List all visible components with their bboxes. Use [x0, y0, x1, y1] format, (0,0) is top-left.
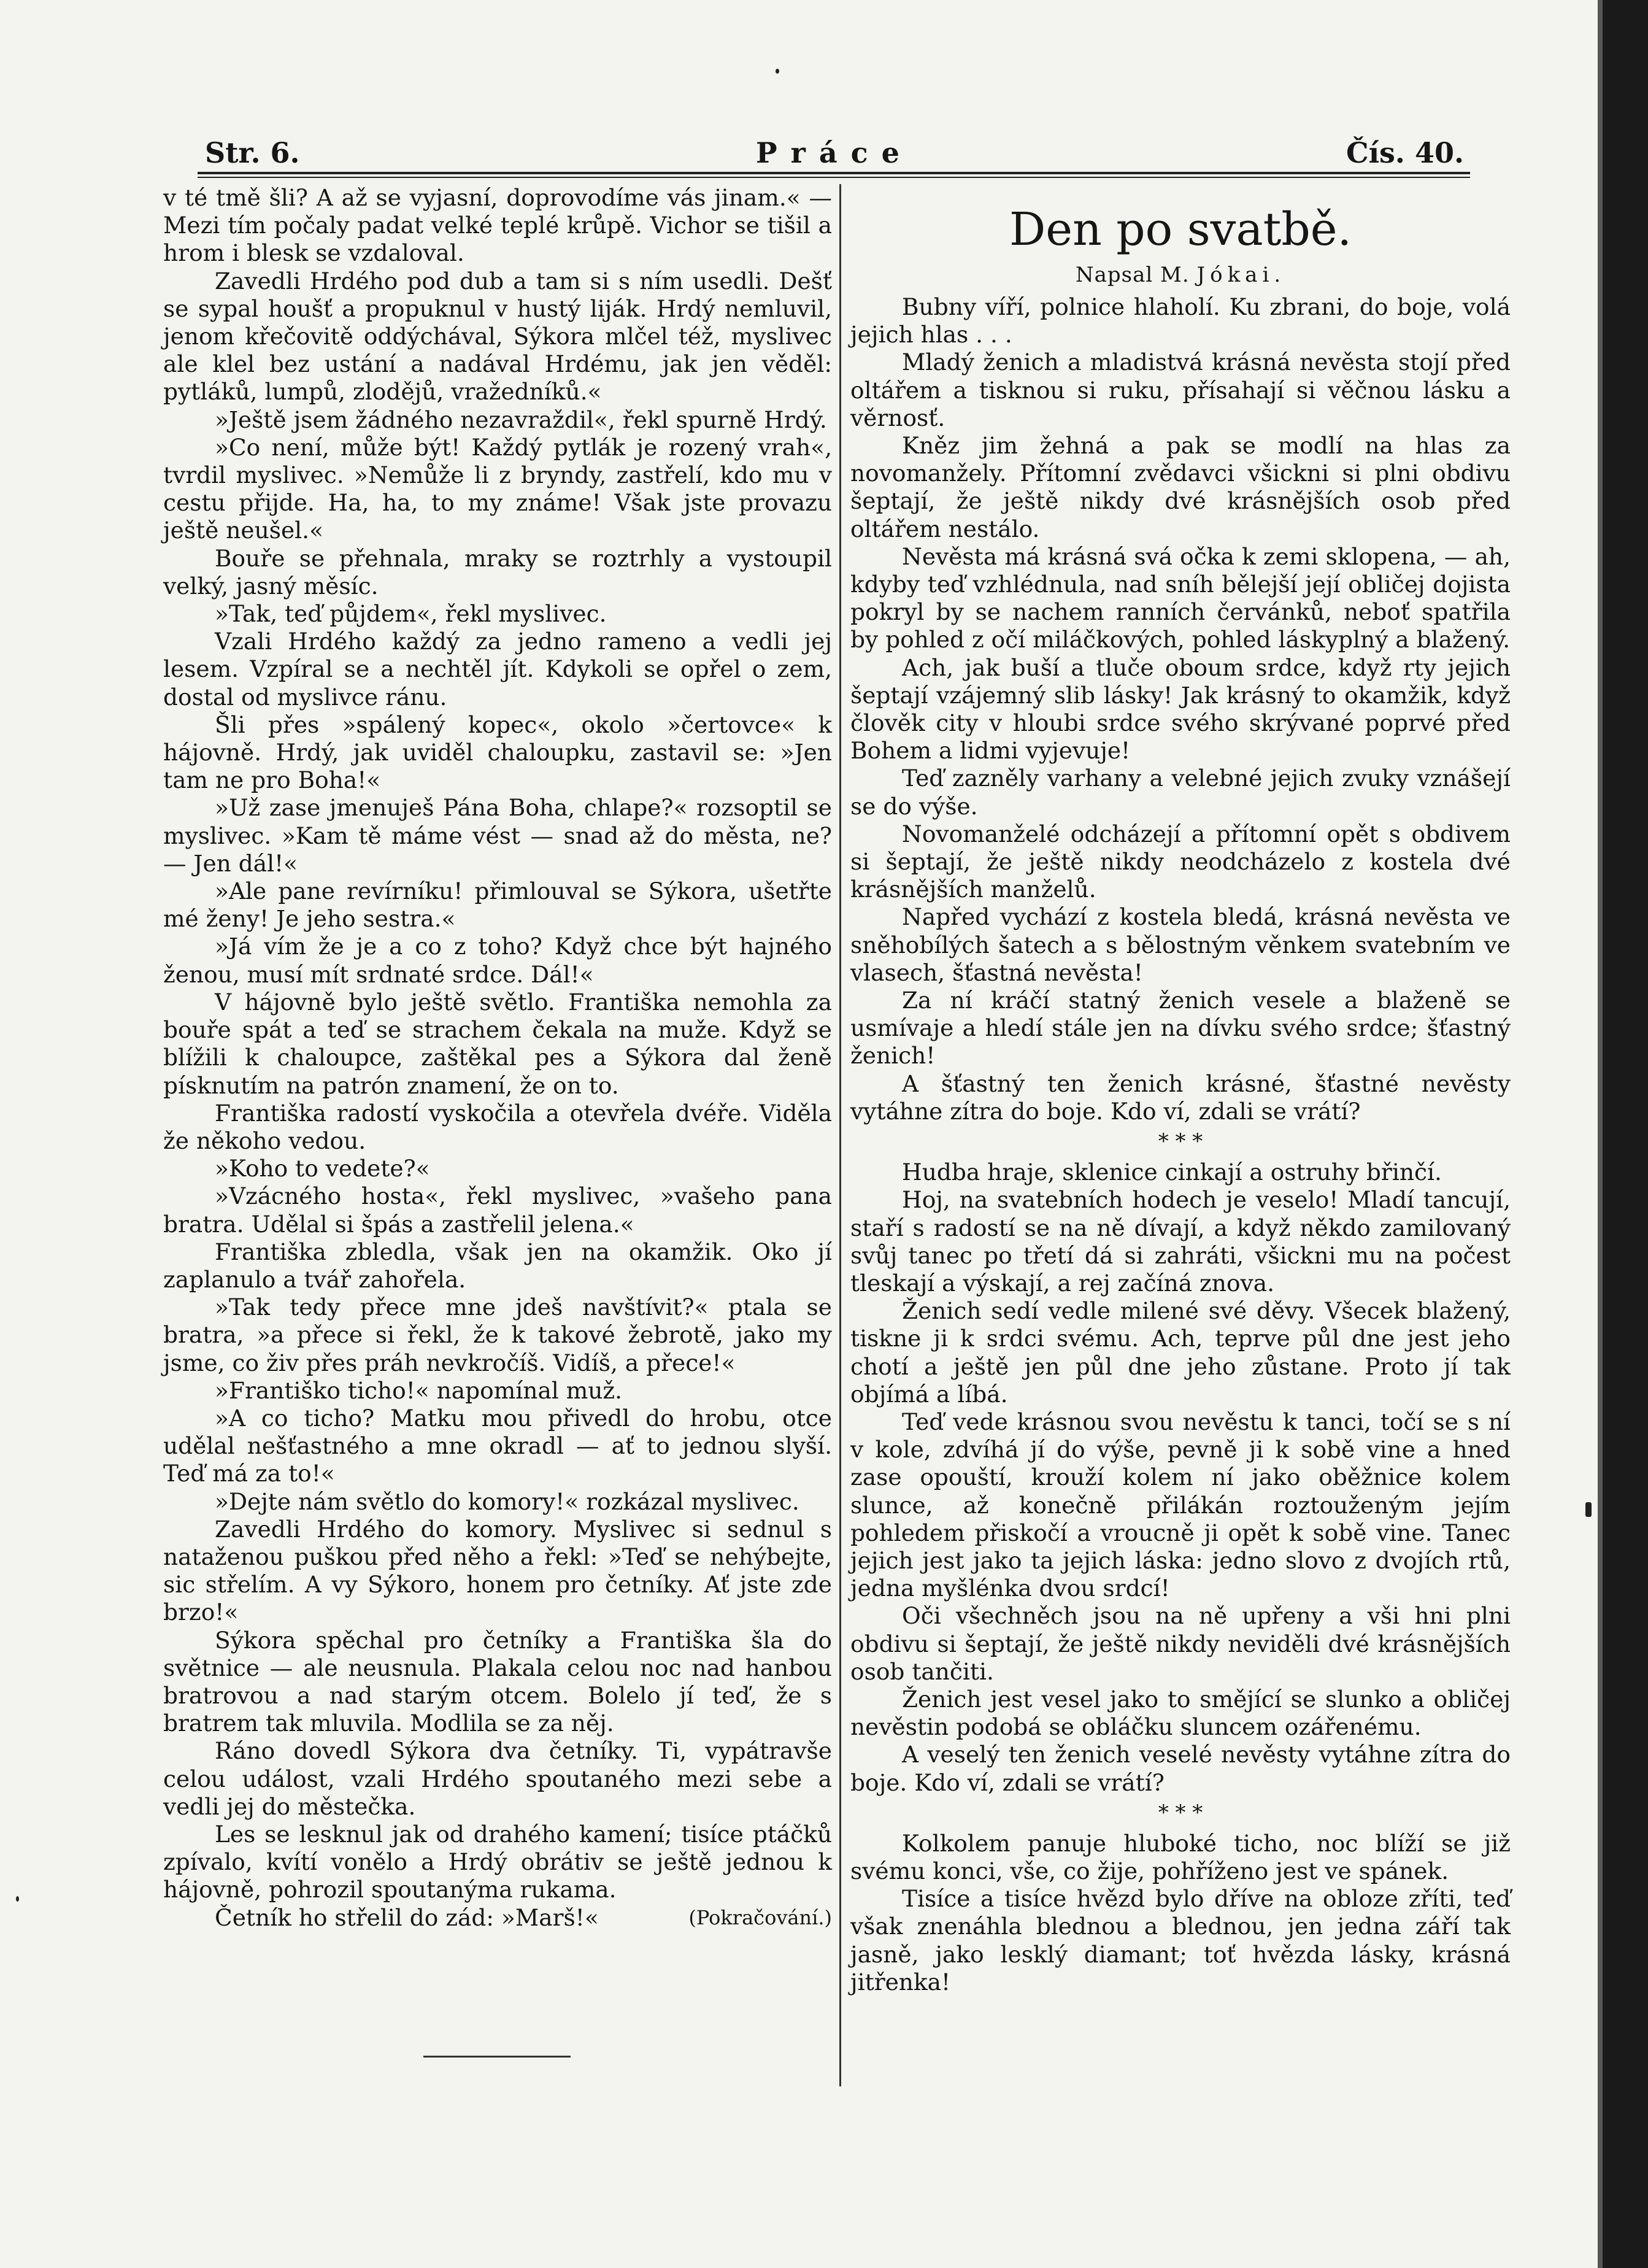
paragraph: Františka zbledla, však jen na okamžik. Oko jí zaplanulo a tvář zahořela. [163, 1238, 832, 1293]
paragraph: Hoj, na svatebních hodech je veselo! Mladí tancují, staří s radostí se na ně dívají, a když někdo zamilovaný svůj tanec po třetí dá si zahráti, všickni mu na počest tleskají a výskají, a rej začíná znova. [850, 1186, 1511, 1297]
paragraph: Teď zazněly varhany a velebné jejich zvuky vznášejí se do výše. [850, 765, 1511, 820]
column-divider [839, 184, 841, 2086]
paragraph: Napřed vychází z kostela bledá, krásná nevěsta ve sněhobílých šatech a s bělostným věnkem svatebním ve vlasech, šťastná nevěsta! [850, 903, 1511, 986]
paragraph: Novomanželé odcházejí a přítomní opět s obdivem si šeptají, že ještě nikdy neodcházelo z kostela dvé krásnějších manželů. [850, 820, 1511, 903]
paragraph: Zavedli Hrdého pod dub a tam si s ním usedli. Dešť se sypal houšť a propuknul v hustý liják. Hrdý nemluvil, jenom křečovitě oddýchával, Sýkora mlčel též, myslivec ale klel bez ustání a nadával Hrdému, jak jen věděl: pytláků, lumpů, zlodějů, vražedníků.« [163, 267, 832, 406]
byline-prefix: Napsal M. [1075, 263, 1190, 287]
paragraph: »Vzácného hosta«, řekl myslivec, »vašeho pana bratra. Udělal si špás a zastřelil jelena.« [163, 1182, 832, 1238]
left-column-story [163, 184, 832, 1932]
paragraph: Tisíce a tisíce hvězd bylo dříve na obloze zříti, teď však znenáhla blednou a blednou, jen jedna září tak jasně, jako lesklý diamant; toť hvězda lásky, krásná jitřenka! [850, 1885, 1511, 1996]
byline [850, 260, 1511, 290]
paragraph: »Koho to vedete?« [215, 1155, 430, 1182]
header-rule [198, 172, 1470, 174]
paragraph: »Tak tedy přece mne jdeš navštívit?« ptala se bratra, »a přece si řekl, že k takové žebrotě, jako my jsme, co živ přes práh nevkročíš. Vidíš, a přece!« [163, 1294, 832, 1376]
paragraph: »Já vím že je a co z toho? Když chce být hajného ženou, musí mít srdnaté srdce. Dál!« [163, 933, 832, 988]
paragraph: »A co ticho? Matku mou přivedl do hrobu, otce udělal nešťastného a mne okradl — ať to jednou slyší. Teď má za to!« [163, 1404, 832, 1487]
print-speck [776, 69, 779, 74]
paragraph: Ráno dovedl Sýkora dva četníky. Ti, vypátravše celou událost, vzali Hrdého spoutaného mezi sebe a vedli jej do městečka. [163, 1737, 832, 1820]
paragraph: Teď vede krásnou svou nevěstu k tanci, točí se s ní v kole, zdvíhá jí do výše, pevně ji k sobě vine a hned zase opouští, krouží kolem ní jako oběžnice kolem slunce, až konečně přilákán roztouženým jejím pohledem přiskočí a vroucně ji opět k sobě vine. Tanec jejich jest jako ta jejich láska: jedno slovo z dvojích rtů, jedna myšlénka dvou srdcí! [850, 1408, 1511, 1602]
paragraph: Kněz jim žehná a pak se modlí na hlas za novomanžely. Přítomní zvědavci všickni si plni obdivu šeptají, že ještě nikdy dvé krásnějších osob před oltářem nestálo. [850, 432, 1511, 542]
paragraph: Ženich sedí vedle milené své děvy. Všecek blažený, tiskne ji k srdci svému. Ach, teprve půl dne jest jeho chotí a ještě jen půl dne jeho zůstane. Proto jí tak objímá a líbá. [850, 1297, 1511, 1408]
paragraph: Šli přes »spálený kopec«, okolo »čertovce« k hájovně. Hrdý, jak uviděl chaloupku, zastavil se: »Jen tam ne pro Boha!« [163, 711, 832, 794]
paragraph: Oči všechněch jsou na ně upřeny a vši hni plni obdivu si šeptají, že ještě nikdy neviděli dvé krásnějších osob tančiti. [850, 1602, 1511, 1685]
issue-number: Čís. 40. [1346, 136, 1464, 169]
paragraph: Zavedli Hrdého do komory. Myslivec si sednul s nataženou puškou před něho a řekl: »Teď se nehýbejte, sic střelím. A vy Sýkoro, honem pro četníky. Ať jste zde brzo!« [163, 1515, 832, 1626]
paragraph: »Už zase jmenuješ Pána Boha, chlape?« rozsoptil se myslivec. »Kam tě máme vést — snad až do města, ne? — Jen dál!« [163, 794, 832, 877]
paragraph: Les se lesknul jak od drahého kamení; tisíce ptáčků zpívalo, kvítí vonělo a Hrdý obrátiv se ještě jednou k hájovně, pohrozil spoutanýma rukama. [163, 1820, 832, 1904]
paragraph: Ženich jest vesel jako to smějící se slunko a obličej nevěstin podobá se obláčku sluncem ozářenému. [850, 1685, 1511, 1741]
paragraph: V hájovně bylo ještě světlo. Františka nemohla za bouře spát a teď se strachem čekala na muže. Když se blížili k chaloupce, zaštěkal pes a Sýkora dal ženě písknutím na patrón znamení, že on to. [163, 988, 832, 1099]
paragraph: Sýkora spěchal pro četníky a Františka šla do světnice — ale neusnula. Plakala celou noc nad hanbou bratrovou a nad starým otcem. Bolelo jí teď, že s bratrem tak mluvila. Modlila se za něj. [163, 1626, 832, 1737]
paragraph: Františka radostí vyskočila a otevřela dvéře. Viděla že někoho vedou. [163, 1099, 832, 1154]
paragraph: Bubny víří, polnice hlaholí. Ku zbrani, do boje, volá jejich hlas . . . [850, 293, 1511, 349]
paragraph: »Františko ticho!« napomínal muž. [215, 1376, 623, 1404]
paragraph: »Co není, může být! Každý pytlák je rozený vrah«, tvrdil myslivec. »Nemůže li z bryndy, zastřelí, kdo mu v cestu přijde. Ha, ha, to my známe! Však jste provazu ještě neušel.« [163, 433, 832, 544]
paragraph: »Ještě jsem žádného nezavraždil«, řekl spurně Hrdý. [215, 406, 827, 433]
paragraph: Bouře se přehnala, mraky se roztrhly a vystoupil velký, jasný měsíc. [163, 544, 832, 600]
paragraph: »Ale pane revírníku! přimlouval se Sýkora, ušetřte mé ženy! Je jeho sestra.« [163, 878, 832, 933]
last-paragraph [163, 1904, 832, 1932]
paragraph: Za ní kráčí statný ženich vesele a blaženě se usmívaje a hledí stále jen na dívku svého srdce; šťastný ženich! [850, 987, 1511, 1070]
story-title: Den po svatbě. [1009, 203, 1352, 256]
paragraph: Nevěsta má krásná svá očka k zemi sklopena, — ah, kdyby teď vzhlédnula, nad sníh bělejší její obličej dojista pokryl by se nachem ranních červánků, neboť spatřila by pohled z očí miláčkových, pohled láskyplný a blažený. [850, 542, 1511, 654]
page-number: Str. 6. [205, 136, 300, 169]
paragraph: Vzali Hrdého každý za jedno rameno a vedli jej lesem. Vzpíral se a nechtěl jít. Kdykoli se opřel o zem, dostal od myslivce ránu. [163, 628, 832, 711]
paragraph: A šťastný ten ženich krásné, šťastné nevěsty vytáhne zítra do boje. Kdo ví, zdali se vrátí? [850, 1070, 1511, 1125]
paragraph: »Tak, teď půjdem«, řekl myslivec. [215, 600, 607, 628]
story-end-rule [423, 2056, 571, 2058]
print-speck [16, 1896, 19, 1902]
paragraph: »Dejte nám světlo do komory!« rozkázal myslivec. [215, 1487, 799, 1515]
right-column-story [850, 201, 1511, 1996]
paragraph: Hudba hraje, sklenice cinkají a ostruhy břinčí. [902, 1159, 1442, 1186]
journal-title: Práce [756, 136, 913, 169]
print-speck [1585, 1502, 1592, 1517]
section-separator: * * * [1158, 1800, 1203, 1825]
paragraph-text: Četník ho střelil do zád: »Marš!« [215, 1904, 599, 1931]
section-separator: * * * [1158, 1129, 1203, 1154]
header-rule-thin [198, 177, 1470, 178]
paragraph: Mladý ženich a mladistvá krásná nevěsta stojí před oltářem a tisknou si ruku, přísahají si věčnou lásku a věrnosť. [850, 349, 1511, 431]
continuation-note: (Pokračování.) [688, 1905, 832, 1929]
paragraph: A veselý ten ženich veselé nevěsty vytáhne zítra do boje. Kdo ví, zdali se vrátí? [850, 1741, 1511, 1796]
paragraph: v té tmě šli? A až se vyjasní, doprovodíme vás jinam.« — Mezi tím počaly padat velké teplé krůpě. Vichor se tišil a hrom i blesk se vzdaloval. [163, 184, 832, 267]
paragraph: Ach, jak buší a tluče oboum srdce, když rty jejich šeptají vzájemný slib lásky! Jak krásný to okamžik, když člověk city v hloubi srdce svého skrývané poprvé před Bohem a lidmi vyjevuje! [850, 654, 1511, 765]
page-binding-edge [1603, 0, 1648, 2268]
paragraph: Kolkolem panuje hluboké ticho, noc blíží se již svému konci, vše, co žije, pohříženo jest ve spánek. [850, 1829, 1511, 1884]
byline-author: Jókai. [1196, 263, 1286, 287]
page-header [202, 136, 1466, 173]
